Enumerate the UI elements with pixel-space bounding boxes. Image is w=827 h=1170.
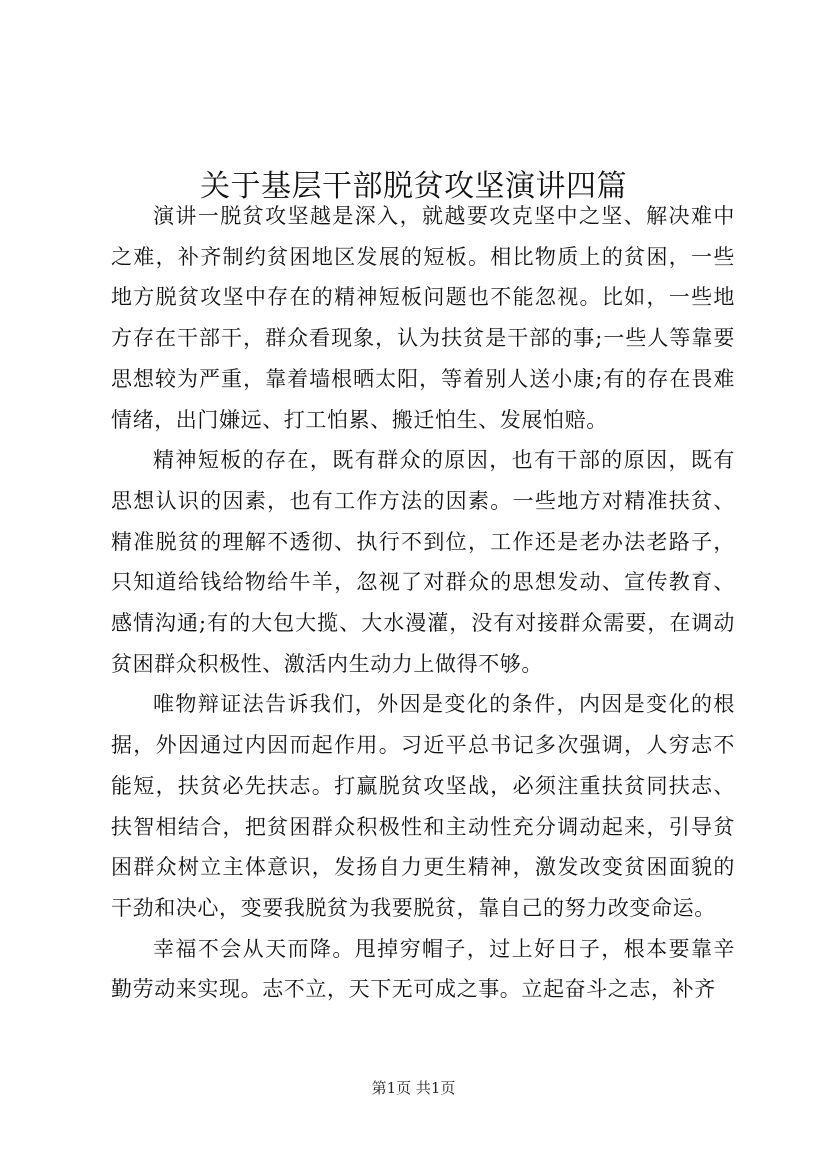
paragraph-4: 幸福不会从天而降。甩掉穷帽子，过上好日子，根本要靠辛勤劳动来实现。志不立，天下无可成之事。立起奋斗之志，补齐 — [111, 936, 735, 1002]
paragraph-1: 演讲一脱贫攻坚越是深入，就越要攻克坚中之坚、解决难中之难，补齐制约贫困地区发展的短板。相比物质上的贫困，一些地方脱贫攻坚中存在的精神短板问题也不能忽视。比如，一些地方存在干部干，群众看现象，认为扶贫是干部的事;一些人等靠要思想较为严重，靠着墙根晒太阳，等着别人送小康;有的存在畏难情绪，出门嫌远、打工怕累、搬迁怕生、发展怕赔。 — [111, 204, 735, 432]
paragraph-3: 唯物辩证法告诉我们，外因是变化的条件，内因是变化的根据，外因通过内因而起作用。习近平总书记多次强调，人穷志不能短，扶贫必先扶志。打赢脱贫攻坚战，必须注重扶贫同扶志、扶智相结合，把贫困群众积极性和主动性充分调动起来，引导贫困群众树立主体意识，发扬自力更生精神，激发改变贫困面貌的干劲和决心，变要我脱贫为我要脱贫，靠自己的努力改变命运。 — [111, 692, 735, 920]
document-body — [111, 196, 735, 1010]
paragraph-2: 精神短板的存在，既有群众的原因，也有干部的原因，既有思想认识的因素，也有工作方法的因素。一些地方对精准扶贫、精准脱贫的理解不透彻、执行不到位，工作还是老办法老路子，只知道给钱给物给牛羊，忽视了对群众的思想发动、宣传教育、感情沟通;有的大包大揽、大水漫灌，没有对接群众需要，在调动贫困群众积极性、激活内生动力上做得不够。 — [111, 448, 735, 676]
document-title: 关于基层干部脱贫攻坚演讲四篇 — [200, 169, 627, 205]
page-footer: 第1页 共1页 — [371, 1079, 456, 1097]
